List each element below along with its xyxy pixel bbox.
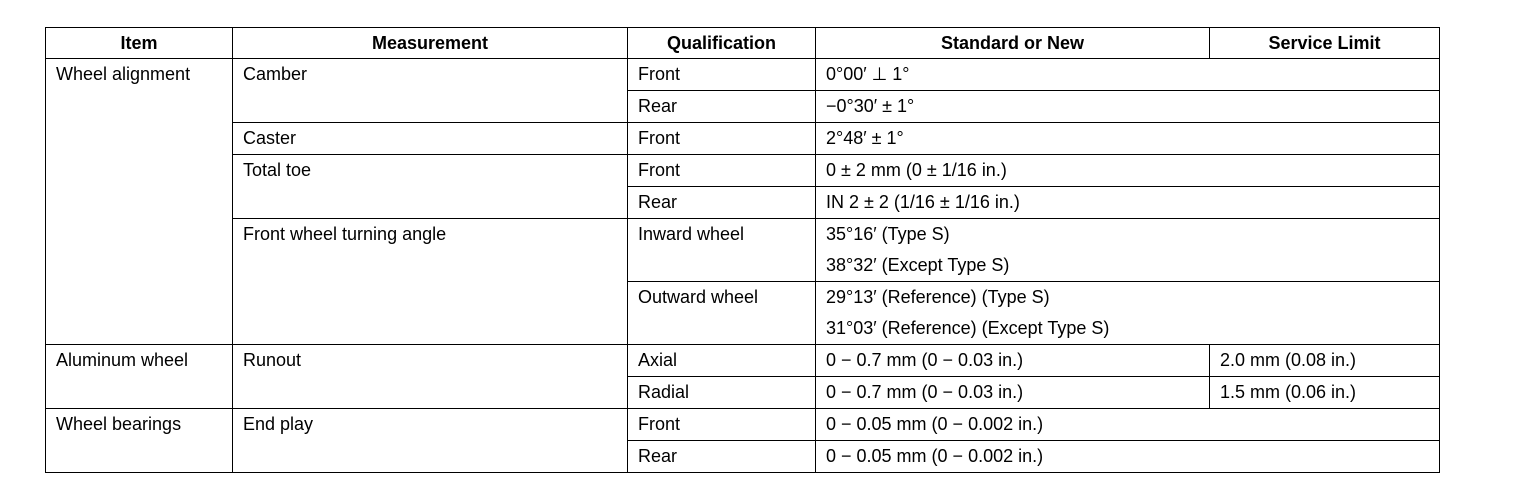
standard-cell: 35°16′ (Type S) <box>816 219 1440 251</box>
qualification-cell: Radial <box>628 377 816 409</box>
standard-cell: 0 − 0.05 mm (0 − 0.002 in.) <box>816 409 1440 441</box>
qualification-cell: Rear <box>628 91 816 123</box>
item-cell: Wheel alignment <box>46 59 233 345</box>
measurement-cell: Total toe <box>233 155 628 219</box>
table-row <box>46 345 1440 377</box>
measurement-cell: End play <box>233 409 628 473</box>
qualification-cell: Inward wheel <box>628 219 816 282</box>
item-cell: Wheel bearings <box>46 409 233 473</box>
standard-cell: 0 ± 2 mm (0 ± 1/16 in.) <box>816 155 1440 187</box>
service-limit-cell: 2.0 mm (0.08 in.) <box>1210 345 1440 377</box>
standard-cell: 38°32′ (Except Type S) <box>816 250 1440 282</box>
qualification-cell: Axial <box>628 345 816 377</box>
standard-cell: 29°13′ (Reference) (Type S) <box>816 282 1440 314</box>
qualification-cell: Front <box>628 155 816 187</box>
standard-cell: 0 − 0.7 mm (0 − 0.03 in.) <box>816 345 1210 377</box>
standard-cell: 0 − 0.7 mm (0 − 0.03 in.) <box>816 377 1210 409</box>
header-standard: Standard or New <box>816 28 1210 59</box>
standard-cell: 0°00′ ⊥ 1° <box>816 59 1440 91</box>
header-service-limit: Service Limit <box>1210 28 1440 59</box>
standard-cell: IN 2 ± 2 (1/16 ± 1/16 in.) <box>816 187 1440 219</box>
qualification-cell: Front <box>628 123 816 155</box>
header-item: Item <box>46 28 233 59</box>
qualification-cell: Front <box>628 409 816 441</box>
table-row <box>46 219 1440 251</box>
header-measurement: Measurement <box>233 28 628 59</box>
table-row <box>46 59 1440 91</box>
measurement-cell: Caster <box>233 123 628 155</box>
specifications-table <box>45 27 1440 473</box>
standard-cell: −0°30′ ± 1° <box>816 91 1440 123</box>
service-limit-cell: 1.5 mm (0.06 in.) <box>1210 377 1440 409</box>
measurement-cell: Runout <box>233 345 628 409</box>
header-qualification: Qualification <box>628 28 816 59</box>
standard-cell: 2°48′ ± 1° <box>816 123 1440 155</box>
qualification-cell: Front <box>628 59 816 91</box>
qualification-cell: Outward wheel <box>628 282 816 345</box>
qualification-cell: Rear <box>628 187 816 219</box>
standard-cell: 0 − 0.05 mm (0 − 0.002 in.) <box>816 441 1440 473</box>
measurement-cell: Camber <box>233 59 628 123</box>
table-row <box>46 155 1440 187</box>
table-row <box>46 409 1440 441</box>
qualification-cell: Rear <box>628 441 816 473</box>
standard-cell: 31°03′ (Reference) (Except Type S) <box>816 313 1440 345</box>
measurement-cell: Front wheel turning angle <box>233 219 628 345</box>
header-row <box>46 28 1440 59</box>
table-row <box>46 123 1440 155</box>
item-cell: Aluminum wheel <box>46 345 233 409</box>
